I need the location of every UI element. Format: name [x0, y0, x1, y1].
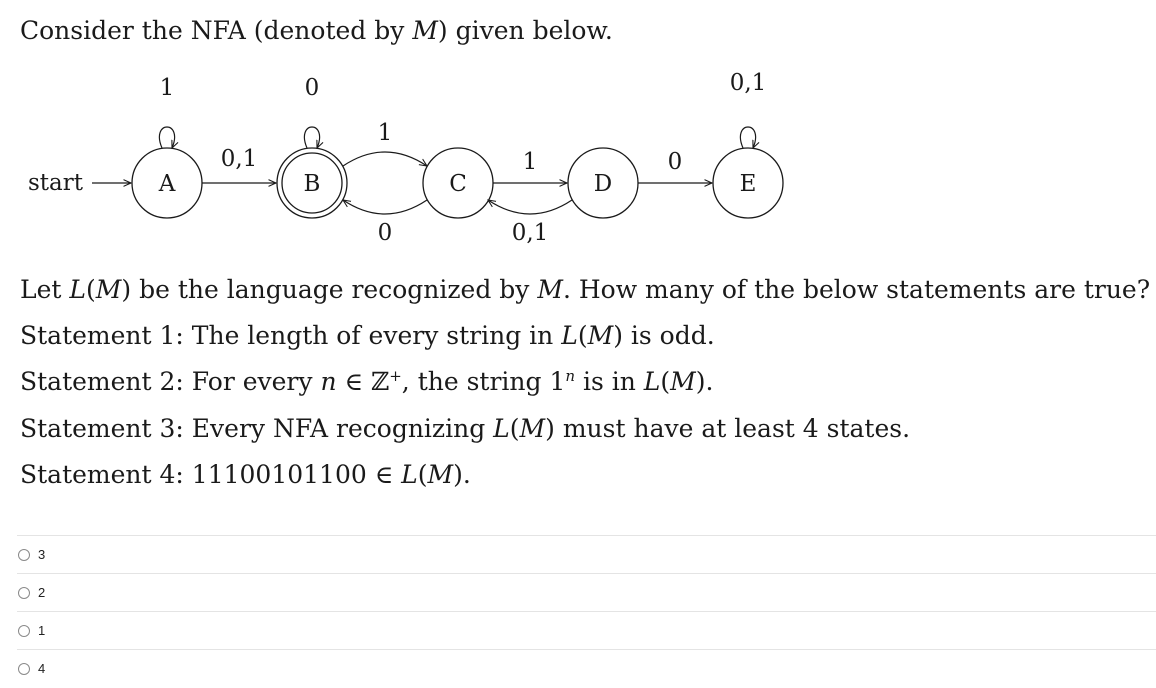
edge-d-e-label: 0: [667, 149, 683, 175]
statement-1: Statement 1: The length of every string in L(M) is odd.: [20, 321, 715, 350]
question-prompt: Let L(M) be the language recognized by M. How many of the below statements are true?: [20, 275, 1151, 304]
statement-3: Statement 3: Every NFA recognizing L(M) must have at least 4 states.: [20, 414, 911, 443]
statement-2: Statement 2: For every n ∈ ℤ+, the string 1$^n$ is in L(M).: [20, 367, 714, 396]
loop-e-label: 0,1: [729, 70, 767, 96]
radio-button[interactable]: [18, 587, 30, 599]
answer-option-label: 3: [38, 547, 46, 562]
statement-4: Statement 4: 11100101100 ∈ L(M).: [20, 460, 471, 489]
state-e: [713, 148, 783, 218]
edge-d-c-label: 0,1: [511, 220, 549, 246]
answer-option-label: 1: [38, 623, 46, 638]
edge-c-d-label: 1: [522, 149, 538, 175]
radio-button[interactable]: [18, 549, 30, 561]
answer-options: [17, 535, 1156, 687]
state-d: [568, 148, 638, 218]
edge-a-b-label: 0,1: [220, 146, 258, 172]
loop-a: [159, 127, 174, 148]
state-b-label: B: [303, 171, 321, 197]
answer-option-3[interactable]: [17, 611, 1156, 649]
loop-a-label: 1: [159, 75, 175, 101]
answer-option-label: 4: [38, 661, 46, 676]
radio-button[interactable]: [18, 625, 30, 637]
state-e-label: E: [739, 171, 757, 197]
edge-c-b-label: 0: [377, 220, 393, 246]
nfa-diagram: [0, 60, 1156, 260]
answer-option-1[interactable]: [17, 535, 1156, 573]
state-a-label: A: [158, 171, 176, 197]
loop-e: [740, 127, 755, 148]
edge-b-c: [343, 152, 427, 166]
state-d-label: D: [593, 171, 613, 197]
edge-d-c: [488, 200, 572, 214]
answer-option-2[interactable]: [17, 573, 1156, 611]
state-c: [423, 148, 493, 218]
start-label: start: [28, 170, 83, 196]
loop-b-label: 0: [304, 75, 320, 101]
question-title: Consider the NFA (denoted by M) given below.: [20, 16, 613, 45]
loop-b: [304, 127, 319, 148]
state-a: [132, 148, 202, 218]
radio-button[interactable]: [18, 663, 30, 675]
answer-option-label: 2: [38, 585, 46, 600]
edge-c-b: [343, 200, 427, 214]
state-c-label: C: [449, 171, 467, 197]
edge-b-c-label: 1: [377, 120, 393, 146]
state-b-accepting: [277, 148, 347, 218]
answer-option-4[interactable]: [17, 649, 1156, 687]
